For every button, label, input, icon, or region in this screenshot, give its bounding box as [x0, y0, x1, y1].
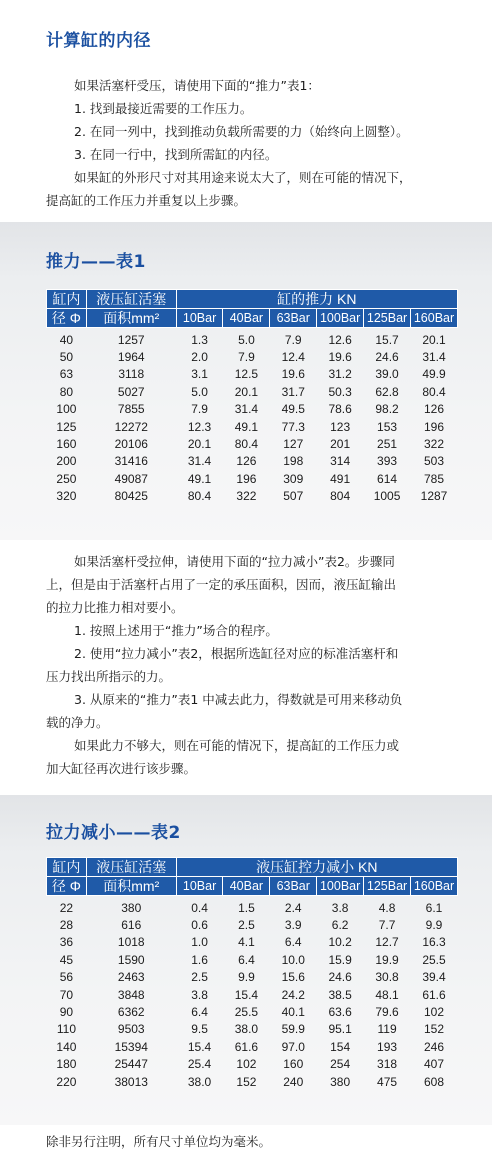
- force-cell: 196: [423, 419, 445, 434]
- area-header: 液压缸活塞: [86, 290, 176, 309]
- section2-line: 上，但是由于活塞杆占用了一定的承压面积，因而，液压缸输出: [46, 577, 397, 592]
- force-cell: 314: [330, 454, 351, 469]
- bore-cell: 36: [59, 935, 74, 950]
- force-cell: 380: [330, 1074, 351, 1089]
- section1-line: 3. 在同一行中，找到所需缸的内径。: [74, 147, 278, 162]
- area-cell: 15394: [114, 1039, 148, 1054]
- force-cell: 475: [377, 1074, 398, 1089]
- table-row: [47, 1074, 458, 1091]
- force-cell: 507: [283, 489, 304, 504]
- bore-header: 径 Φ: [47, 877, 87, 896]
- force-cell: 0.4: [191, 900, 208, 915]
- area-cell: 25447: [114, 1057, 148, 1072]
- pressure-header: 10Bar: [176, 309, 223, 328]
- table-row: [47, 419, 458, 436]
- area-cell: 6362: [117, 1004, 145, 1019]
- force-cell: 102: [236, 1057, 257, 1072]
- force-cell: 309: [283, 471, 304, 486]
- force-cell: 1.3: [191, 332, 208, 347]
- force-cell: 25.4: [187, 1057, 212, 1072]
- bore-cell: 220: [56, 1074, 77, 1089]
- force-cell: 126: [423, 402, 445, 417]
- push-force-table: [46, 289, 458, 506]
- force-cell: 5.0: [191, 384, 208, 399]
- bore-cell: 70: [59, 987, 74, 1002]
- force-cell: 126: [236, 454, 257, 469]
- force-cell: 193: [377, 1039, 398, 1054]
- force-cell: 804: [330, 489, 351, 504]
- force-cell: 62.8: [375, 384, 399, 399]
- force-cell: 119: [377, 1022, 397, 1037]
- force-cell: 50.3: [328, 384, 352, 399]
- table-row: [47, 1004, 458, 1021]
- force-cell: 3.8: [331, 900, 349, 915]
- bore-cell: 140: [56, 1039, 77, 1054]
- force-cell: 6.1: [425, 900, 443, 915]
- force-cell: 1287: [420, 489, 448, 504]
- table1-title: 推力——表1: [46, 252, 146, 272]
- bore-cell: 50: [59, 349, 74, 364]
- force-cell: 2.5: [191, 970, 208, 985]
- force-cell: 80.4: [187, 489, 212, 504]
- bore-cell: 28: [59, 917, 74, 932]
- force-cell: 322: [236, 489, 257, 504]
- force-cell: 19.9: [375, 952, 399, 967]
- pressure-header: 100Bar: [317, 877, 364, 896]
- pressure-header: 40Bar: [223, 309, 270, 328]
- table-row: [47, 453, 458, 470]
- section2-line: 3. 从原来的“推力”表1 中减去此力，得数就是可用来移动负: [74, 692, 403, 707]
- force-cell: 15.9: [328, 952, 352, 967]
- bore-header: 径 Φ: [47, 309, 87, 328]
- section2-line: 压力找出所指示的力。: [46, 669, 172, 684]
- force-cell: 4.1: [238, 935, 255, 950]
- pull-reduction-table: [46, 857, 458, 1091]
- pressure-header: 125Bar: [364, 309, 411, 328]
- section1-line: 1. 找到最接近需要的工作压力。: [74, 101, 253, 116]
- force-cell: 25.5: [234, 1004, 259, 1019]
- table-row: [47, 934, 458, 951]
- force-cell: 39.4: [422, 970, 446, 985]
- bore-cell: 160: [56, 436, 77, 451]
- force-cell: 20.1: [234, 384, 259, 399]
- force-cell: 61.6: [234, 1039, 259, 1054]
- table-row: [47, 332, 458, 349]
- force-cell: 785: [423, 471, 445, 486]
- force-cell: 25.5: [422, 952, 446, 967]
- force-cell: 201: [330, 436, 351, 451]
- force-group-header: 缸的推力 KN: [176, 290, 457, 309]
- area-cell: 380: [121, 900, 142, 915]
- area-cell: 1018: [117, 935, 145, 950]
- force-cell: 49.5: [281, 402, 305, 417]
- force-cell: 63.6: [328, 1004, 352, 1019]
- force-cell: 79.6: [375, 1004, 399, 1019]
- force-cell: 38.0: [234, 1022, 259, 1037]
- force-cell: 198: [283, 454, 304, 469]
- force-cell: 30.8: [375, 970, 399, 985]
- bore-cell: 56: [59, 970, 74, 985]
- force-cell: 80.4: [234, 436, 259, 451]
- table-row: [47, 401, 458, 418]
- table-row: [47, 1021, 458, 1038]
- section1-title: 计算缸的内径: [46, 31, 151, 51]
- force-cell: 12.6: [328, 332, 352, 347]
- bore-cell: 40: [59, 332, 74, 347]
- area-cell: 9503: [117, 1022, 145, 1037]
- force-cell: 2.0: [191, 349, 208, 364]
- force-cell: 97.0: [281, 1039, 305, 1054]
- force-cell: 3.1: [191, 367, 208, 382]
- section2-line: 如果此力不够大，则在可能的情况下，提高缸的工作压力或: [74, 738, 400, 753]
- table2-title: 拉力减小——表2: [46, 823, 181, 843]
- force-cell: 152: [423, 1022, 445, 1037]
- bore-cell: 63: [59, 367, 74, 382]
- force-cell: 3.9: [284, 917, 302, 932]
- force-cell: 10.2: [328, 935, 352, 950]
- bore-cell: 45: [59, 952, 74, 967]
- area-cell: 20106: [114, 436, 148, 451]
- area-cell: 7855: [117, 402, 145, 417]
- footer-note: 除非另行注明，所有尺寸单位均为毫米。: [46, 1134, 272, 1149]
- force-cell: 12.5: [234, 367, 259, 382]
- section1-line: 如果活塞杆受压，请使用下面的“推力”表1：: [74, 78, 320, 93]
- bore-cell: 90: [59, 1004, 74, 1019]
- pressure-header: 160Bar: [411, 877, 458, 896]
- force-cell: 102: [423, 1004, 445, 1019]
- force-cell: 240: [283, 1074, 304, 1089]
- area-cell: 2463: [117, 970, 145, 985]
- force-cell: 98.2: [375, 402, 399, 417]
- section1-line: 如果缸的外形尺寸对其用途来说太大了，则在可能的情况下，: [74, 170, 412, 185]
- area-header: 面积mm²: [86, 309, 176, 328]
- force-cell: 15.7: [375, 332, 399, 347]
- section2-line: 2. 使用“拉力减小”表2，根据所选缸径对应的标准活塞杆和: [74, 646, 399, 661]
- section2-line: 1. 按照上述用于“推力”场合的程序。: [74, 623, 278, 638]
- force-cell: 15.4: [187, 1039, 212, 1054]
- area-cell: 38013: [114, 1074, 148, 1089]
- force-cell: 608: [423, 1074, 445, 1089]
- force-cell: 318: [377, 1057, 398, 1072]
- area-cell: 3848: [117, 987, 145, 1002]
- bore-header: 缸内: [47, 290, 87, 309]
- force-cell: 6.4: [284, 935, 302, 950]
- section2-text: [46, 550, 466, 780]
- area-header: 面积mm²: [86, 877, 176, 896]
- area-cell: 49087: [114, 471, 148, 486]
- force-cell: 24.6: [375, 349, 399, 364]
- force-cell: 7.9: [191, 402, 208, 417]
- force-cell: 9.9: [238, 970, 255, 985]
- force-cell: 12.4: [281, 349, 305, 364]
- bore-cell: 250: [56, 471, 77, 486]
- force-cell: 127: [283, 436, 304, 451]
- table-row: [47, 900, 458, 917]
- area-header: 液压缸活塞: [86, 858, 176, 877]
- force-cell: 3.8: [191, 987, 208, 1002]
- pressure-header: 63Bar: [270, 877, 317, 896]
- table-row: [47, 987, 458, 1004]
- force-cell: 49.1: [234, 419, 259, 434]
- force-cell: 78.6: [328, 402, 352, 417]
- force-cell: 20.1: [187, 436, 212, 451]
- force-cell: 6.4: [191, 1004, 208, 1019]
- force-cell: 322: [423, 436, 445, 451]
- force-cell: 251: [377, 436, 398, 451]
- force-cell: 31.4: [422, 349, 446, 364]
- force-cell: 7.7: [378, 917, 396, 932]
- section1-line: 2. 在同一列中，找到推动负载所需要的力（始终向上圆整）。: [74, 124, 409, 139]
- force-cell: 7.9: [238, 349, 255, 364]
- force-cell: 246: [423, 1039, 445, 1054]
- force-cell: 24.2: [281, 987, 305, 1002]
- force-cell: 254: [330, 1057, 351, 1072]
- force-cell: 31.7: [281, 384, 305, 399]
- force-cell: 12.3: [187, 419, 212, 434]
- force-cell: 16.3: [422, 935, 446, 950]
- force-cell: 154: [330, 1039, 351, 1054]
- table-row: [47, 488, 458, 505]
- force-cell: 31.2: [328, 367, 352, 382]
- bore-cell: 200: [56, 454, 77, 469]
- area-cell: 80425: [114, 489, 148, 504]
- force-cell: 49.1: [187, 471, 212, 486]
- force-cell: 491: [330, 471, 351, 486]
- section2-line: 载的净力。: [46, 715, 109, 730]
- table-row: [47, 436, 458, 453]
- table-row: [47, 349, 458, 366]
- section2-line: 的拉力比推力相对要小。: [46, 600, 184, 615]
- force-cell: 0.6: [191, 917, 208, 932]
- force-group-header: 液压缸控力减小 KN: [176, 858, 457, 877]
- force-cell: 407: [423, 1057, 445, 1072]
- pressure-header: 63Bar: [270, 309, 317, 328]
- pressure-header: 100Bar: [317, 309, 364, 328]
- force-cell: 15.4: [234, 987, 259, 1002]
- force-cell: 31.4: [187, 454, 212, 469]
- bore-cell: 22: [59, 900, 74, 915]
- force-cell: 4.8: [378, 900, 396, 915]
- area-cell: 31416: [114, 454, 148, 469]
- bore-cell: 110: [56, 1022, 76, 1037]
- force-cell: 1.5: [238, 900, 255, 915]
- table-row: [47, 969, 458, 986]
- force-cell: 95.1: [328, 1022, 352, 1037]
- area-cell: 1590: [117, 952, 145, 967]
- section2-line: 如果活塞杆受拉伸，请使用下面的“拉力减小”表2。步骤同: [74, 554, 395, 569]
- section2-line: 加大缸径再次进行该步骤。: [46, 761, 197, 776]
- force-cell: 614: [377, 471, 398, 486]
- force-cell: 77.3: [281, 419, 305, 434]
- force-cell: 2.4: [284, 900, 302, 915]
- force-cell: 61.6: [422, 987, 446, 1002]
- area-cell: 1257: [117, 332, 145, 347]
- bore-cell: 100: [56, 402, 77, 417]
- force-cell: 2.5: [238, 917, 255, 932]
- area-cell: 616: [121, 917, 142, 932]
- bore-cell: 80: [59, 384, 74, 399]
- force-cell: 48.1: [375, 987, 399, 1002]
- force-cell: 196: [236, 471, 257, 486]
- table-row: [47, 1039, 458, 1056]
- bore-cell: 320: [56, 489, 77, 504]
- area-cell: 1964: [117, 349, 145, 364]
- force-cell: 6.4: [238, 952, 255, 967]
- table-row: [47, 952, 458, 969]
- table-row: [47, 1056, 458, 1073]
- table-row: [47, 384, 458, 401]
- force-cell: 6.2: [331, 917, 349, 932]
- pressure-header: 40Bar: [223, 877, 270, 896]
- bore-cell: 180: [56, 1057, 77, 1072]
- force-cell: 49.9: [422, 367, 446, 382]
- force-cell: 19.6: [328, 349, 352, 364]
- force-cell: 123: [330, 419, 351, 434]
- area-cell: 3118: [118, 367, 145, 382]
- force-cell: 20.1: [422, 332, 446, 347]
- force-cell: 15.6: [281, 970, 305, 985]
- bore-cell: 125: [56, 419, 77, 434]
- table-row: [47, 917, 458, 934]
- force-cell: 9.5: [191, 1022, 208, 1037]
- force-cell: 59.9: [281, 1022, 305, 1037]
- force-cell: 31.4: [234, 402, 259, 417]
- force-cell: 1005: [373, 489, 401, 504]
- force-cell: 393: [377, 454, 398, 469]
- force-cell: 160: [283, 1057, 304, 1072]
- bore-header: 缸内: [47, 858, 87, 877]
- force-cell: 12.7: [375, 935, 399, 950]
- pressure-header: 10Bar: [176, 877, 223, 896]
- force-cell: 40.1: [281, 1004, 305, 1019]
- force-cell: 24.6: [328, 970, 352, 985]
- force-cell: 38.5: [328, 987, 352, 1002]
- force-cell: 19.6: [281, 367, 305, 382]
- force-cell: 80.4: [422, 384, 446, 399]
- force-cell: 5.0: [238, 332, 255, 347]
- table-row: [47, 366, 458, 383]
- force-cell: 153: [377, 419, 398, 434]
- section1-text: [46, 74, 466, 212]
- section1-line: 提高缸的工作压力并重复以上步骤。: [46, 193, 247, 208]
- force-cell: 10.0: [281, 952, 305, 967]
- force-cell: 503: [423, 454, 445, 469]
- pressure-header: 160Bar: [411, 309, 458, 328]
- force-cell: 152: [236, 1074, 257, 1089]
- area-cell: 5027: [117, 384, 145, 399]
- force-cell: 38.0: [187, 1074, 212, 1089]
- force-cell: 39.0: [375, 367, 399, 382]
- force-cell: 7.9: [284, 332, 302, 347]
- force-cell: 1.0: [191, 935, 208, 950]
- area-cell: 12272: [114, 419, 148, 434]
- force-cell: 1.6: [191, 952, 208, 967]
- force-cell: 9.9: [425, 917, 443, 932]
- table-row: [47, 471, 458, 488]
- pressure-header: 125Bar: [364, 877, 411, 896]
